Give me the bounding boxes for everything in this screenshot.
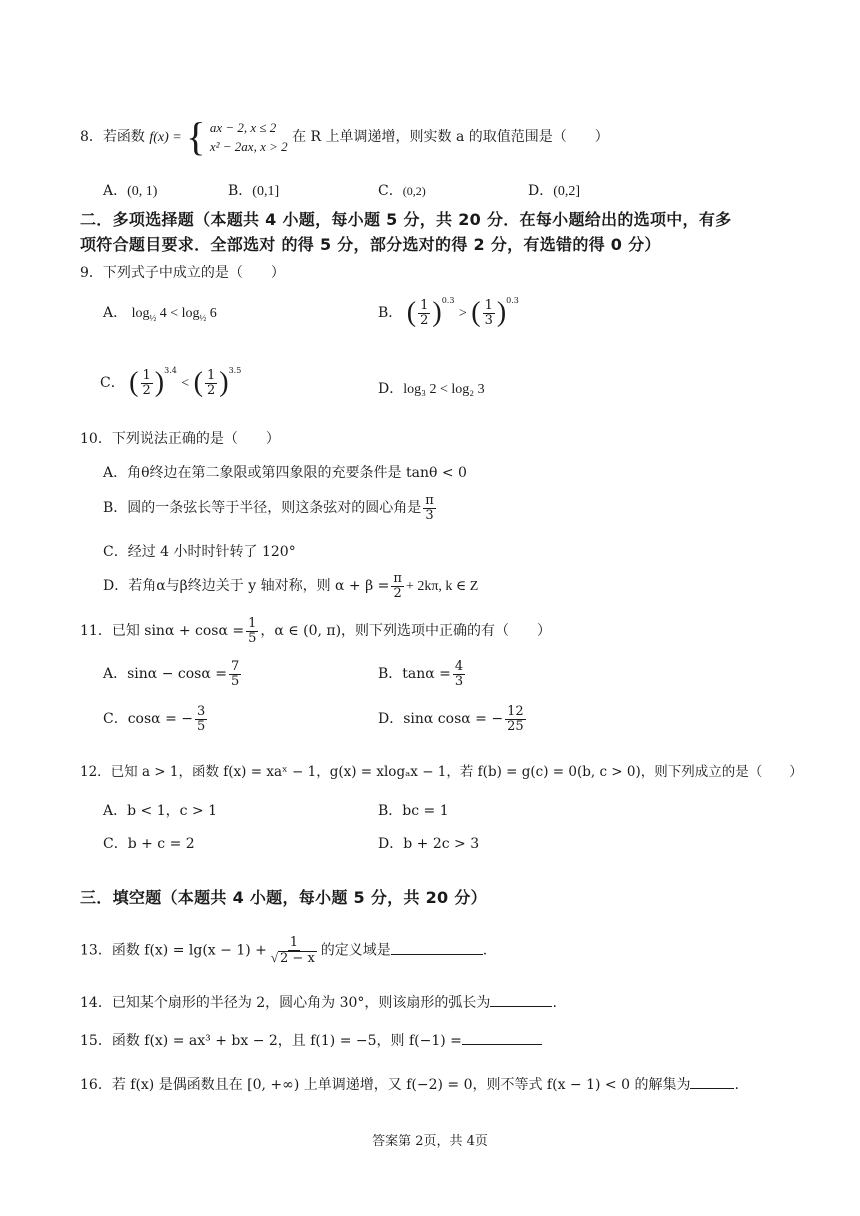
q11-stem	[80, 617, 551, 645]
q9-c-exp2: 3.5	[228, 366, 242, 375]
q11-option-a[interactable]	[103, 660, 243, 688]
q9-d-text: log₃ 2 < log₂ 3	[403, 382, 485, 397]
q11-post: ，α ∈ (0, π)，则下列选项中正确的有（ ）	[260, 623, 552, 640]
q10-b-text: B．圆的一条弦长等于半径，则这条弦对的圆心角是	[103, 500, 422, 517]
q8-function-lhs: f(x) =	[149, 130, 182, 145]
q8-case-2: x² − 2ax, x > 2	[209, 139, 288, 154]
q16-text: 16．若 f(x) 是偶函数且在 [0, +∞) 上单调递增，又 f(−2) = 0，则不等式 f(x − 1) < 0 的解集为	[80, 1077, 691, 1093]
q10-stem: 10．下列说法正确的是（ ）	[80, 431, 280, 447]
q13-answer-blank[interactable]	[391, 940, 483, 955]
q9-stem: 9．下列式子中成立的是（ ）	[80, 265, 285, 281]
q10-option-b[interactable]	[103, 494, 438, 522]
q11-option-c[interactable]	[103, 705, 209, 733]
q13-frac: $\frac{1}{√ 2 - x}$	[270, 935, 315, 966]
q16-end: .	[734, 1077, 739, 1093]
q11-b-frac: $\frac{4}{3}$	[454, 659, 464, 689]
q8-option-a-label: A．	[103, 183, 128, 199]
q9-a-expression	[132, 306, 217, 321]
q9-b-frac2: $\frac{1}{3}$	[484, 297, 493, 328]
q9-a-base1: ½	[149, 312, 157, 323]
q8-option-c[interactable]	[378, 180, 426, 200]
q8-brace: {	[186, 114, 206, 159]
q14-text: 14．已知某个扇形的半径为 2，圆心角为 30°，则该扇形的弧长为	[80, 995, 491, 1011]
q9-b-lparen1: (	[406, 297, 417, 328]
q11-b-pre: B．tanα =	[378, 666, 451, 683]
q9-c-frac1: $\frac{1}{2}$	[142, 367, 151, 398]
q12-option-c[interactable]: C．b + c = 2	[103, 836, 195, 852]
q8-number: 8．若函数	[80, 129, 145, 145]
q11-option-b[interactable]	[378, 660, 467, 688]
q9-option-a[interactable]	[103, 302, 217, 323]
q9-b-frac1: $\frac{1}{2}$	[420, 297, 429, 328]
q8-option-b-value: (0,1]	[252, 184, 280, 199]
q15-answer-blank[interactable]	[462, 1030, 542, 1045]
q9-option-c[interactable]: C． ( $\frac{1}{2}$ )$^{3.4}$ < ( $\frac{1}{2}$ )$^{3.5}$	[100, 366, 242, 398]
q11-pre: 11．已知 sinα + cosα =	[80, 623, 245, 640]
q15-text: 15．函数 f(x) = ax³ + bx − 2，且 f(1) = −5，则 f(−1) =	[80, 1033, 462, 1049]
q9-a-label: A．	[103, 305, 128, 321]
q11-a-pre: A．sinα − cosα =	[103, 666, 227, 683]
q14-answer-blank[interactable]	[490, 992, 552, 1007]
section-2-heading-line1: 二．多项选择题（本题共 4 小题，每小题 5 分，共 20 分．在每小题给出的选项中，有多	[80, 210, 732, 229]
q16-answer-blank[interactable]	[690, 1074, 734, 1089]
q8-option-c-value: (0,2)	[402, 184, 426, 198]
q9-a-base2: ½	[199, 312, 207, 323]
question-16	[80, 1074, 739, 1094]
q11-d-frac: $\frac{12}{25}$	[507, 704, 524, 734]
q9-b-exp1: 0.3	[441, 296, 455, 305]
q8-option-d-label: D．	[528, 183, 554, 199]
q9-c-rparen2: )	[219, 367, 229, 398]
q10-d-pre: D．若角α与β终边关于 y 轴对称，则 α + β =	[103, 578, 390, 595]
q10-option-a[interactable]: A．角θ终边在第二象限或第四象限的充要条件是 tanθ < 0	[103, 465, 467, 481]
q11-a-frac: $\frac{7}{5}$	[230, 659, 240, 689]
q8-option-d-value: (0,2]	[553, 184, 581, 199]
q8-option-a[interactable]	[103, 180, 157, 200]
q11-c-frac: $\frac{3}{5}$	[196, 704, 206, 734]
q9-c-label: C．	[100, 375, 125, 391]
q8-piecewise-cases	[210, 118, 288, 157]
q12-option-d[interactable]: D．b + 2c > 3	[378, 836, 480, 852]
q14-end: .	[552, 995, 557, 1011]
q12-option-a[interactable]: A．b < 1，c > 1	[103, 803, 217, 819]
q10-option-d[interactable]	[103, 572, 478, 600]
q10-d-frac: $\frac{\pi}{2}$	[393, 571, 402, 601]
q9-b-label: B．	[378, 305, 403, 321]
q9-c-frac2: $\frac{1}{2}$	[206, 367, 216, 398]
q11-option-d[interactable]	[378, 705, 528, 733]
q9-b-lparen2: (	[471, 297, 481, 328]
q8-option-a-value: (0, 1)	[127, 184, 158, 199]
q10-b-frac: $\frac{\pi}{3}$	[425, 493, 434, 523]
q9-c-rparen1: )	[154, 367, 165, 398]
q8-case-1: ax − 2, x ≤ 2	[209, 119, 277, 135]
question-15	[80, 1030, 542, 1050]
question-13	[80, 936, 487, 965]
q8-option-b-label: B．	[228, 183, 253, 199]
q9-a-arg1: 4 < log	[159, 306, 200, 321]
q9-c-exp1: 3.4	[164, 366, 177, 375]
q9-d-label: D．	[378, 381, 404, 397]
question-8	[80, 114, 609, 159]
q12-stem: 12．已知 a > 1，函数 f(x) = xaˣ − 1，g(x) = xlogₐx − 1，若 f(b) = g(c) = 0(b, c > 0)，则下列成立的是（ ）	[80, 764, 803, 780]
q11-frac: $\frac{1}{5}$	[248, 616, 257, 646]
q9-a-log: log	[131, 306, 150, 321]
section-3-heading: 三．填空题（本题共 4 小题，每小题 5 分，共 20 分）	[80, 888, 487, 907]
section-2-heading-line2: 项符合题目要求．全部选对 的得 5 分，部分选对的得 2 分，有选错的得 0 分）	[80, 235, 661, 254]
q9-option-b[interactable]: B． ( $\frac{1}{2}$ )$^{0.3}$ > ( $\frac{1}{3}$ )$^{0.3}$	[378, 296, 519, 328]
q12-option-b[interactable]: B．bc = 1	[378, 803, 449, 819]
page-footer: 答案第 2页，共 4页	[372, 1134, 488, 1149]
q8-option-c-label: C．	[378, 183, 403, 199]
q10-d-post: + 2kπ, k ∈ Z	[405, 579, 479, 595]
q9-b-exp2: 0.3	[506, 296, 519, 305]
q9-option-d[interactable]	[378, 378, 485, 398]
q8-option-b[interactable]	[228, 180, 279, 200]
q9-b-rparen2: )	[496, 297, 507, 328]
q9-c-lparen2: (	[193, 367, 203, 398]
q11-c-pre: C．cosα = −	[103, 711, 193, 728]
q8-option-d[interactable]	[528, 180, 580, 200]
q11-d-pre: D．sinα cosα = −	[378, 711, 504, 728]
question-14	[80, 992, 557, 1012]
q9-c-lparen1: (	[129, 367, 139, 398]
q9-b-rparen1: )	[432, 297, 442, 328]
q13-pre: 13．函数 f(x) = lg(x − 1) +	[80, 942, 267, 959]
q8-tail: 在 R 上单调递增，则实数 a 的取值范围是（ ）	[292, 129, 609, 145]
q13-end: .	[482, 942, 488, 959]
q10-option-c[interactable]: C．经过 4 小时时针转了 120°	[103, 544, 296, 560]
q13-post: 的定义域是	[320, 942, 391, 959]
q9-a-arg2: 6	[209, 306, 217, 321]
